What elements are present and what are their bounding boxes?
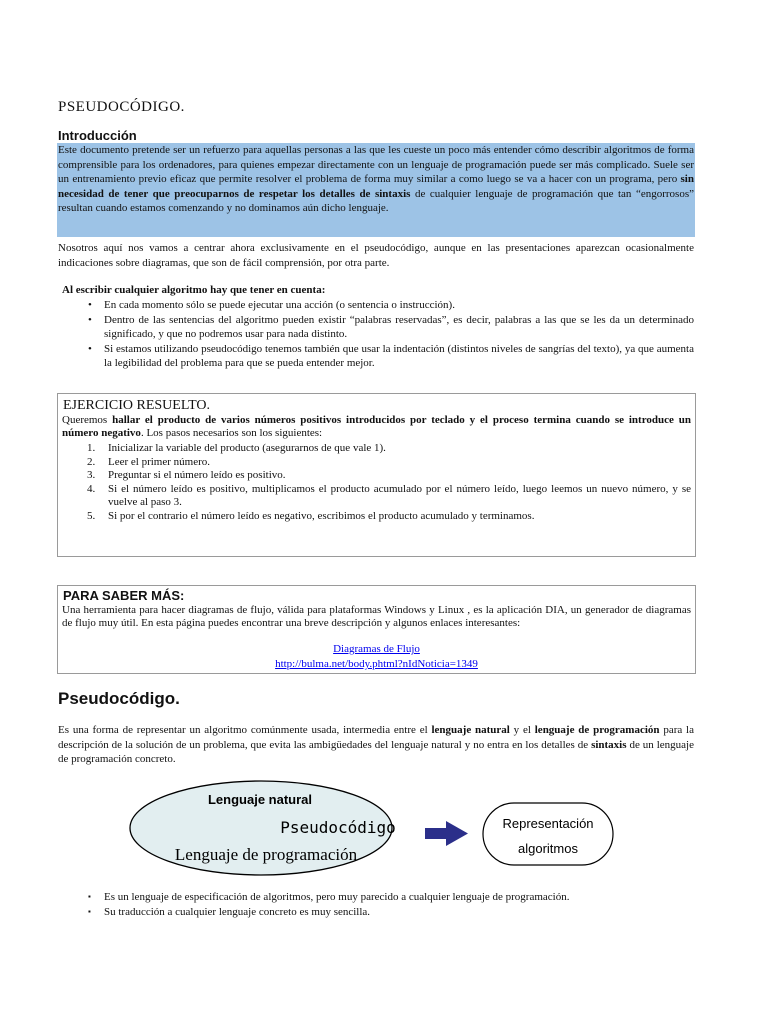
algorithms-label: algoritmos (518, 841, 578, 856)
arrow-right-icon (425, 821, 468, 846)
intro-text-end: de cualquier lenguaje de programación que tan “engorrosos” resultan cuando estamos comenzando y no dominamos aún dicho lenguaje. (58, 187, 694, 215)
list-item (58, 298, 694, 313)
exercise-title: EJERCICIO RESUELTO. (63, 398, 211, 413)
list-item (58, 890, 694, 905)
square-bullet-icon: ▪ (88, 892, 91, 901)
bullet-icon: • (88, 313, 92, 326)
language-diagram (120, 778, 630, 883)
exercise-text: Queremos (62, 414, 113, 426)
bullet-icon: • (88, 299, 92, 311)
list-item (62, 469, 691, 483)
arrow-head (446, 821, 468, 846)
list-item (62, 456, 691, 470)
list-item-text: Es un lenguaje de especificación de algoritmos, pero muy parecido a cualquier lenguaje de programación. (104, 891, 570, 903)
paragraph-text: para la descripción de la solución de un problema, que evita las ambigüedades del lenguaje natural y no entra en los detalles de (58, 724, 694, 751)
bulma-url-link[interactable]: http://bulma.net/body.phtml?nIdNoticia=1349 (275, 658, 478, 670)
intro-heading: Introducción (58, 128, 137, 143)
exercise-box (57, 393, 696, 557)
programming-language-label: Lenguaje de programación (174, 845, 358, 864)
diagramas-link[interactable]: Diagramas de Flujo (333, 643, 420, 655)
exercise-steps (62, 442, 691, 524)
step-number: 5. (87, 509, 96, 522)
bold-term: sintaxis (591, 738, 627, 751)
arrow-shaft (425, 828, 447, 839)
rules-list (58, 298, 694, 371)
step-number: 1. (87, 442, 96, 454)
step-text: Si el número leído es positivo, multiplicamos el producto acumulado por el número leído, luego leemos un nuevo número, y se vuelve al paso 3. (108, 482, 691, 509)
step-text: Inicializar la variable del producto (asegurarnos de que vale 1). (108, 442, 386, 454)
step-text: Si por el contrario el número leído es negativo, escribimos el producto acumulado y terminamos. (108, 509, 535, 522)
intro-highlighted-paragraph (57, 143, 695, 237)
list-item (58, 313, 694, 342)
list-item-text: Dentro de las sentencias del algoritmo pueden existir “palabras reservadas”, es decir, palabras a las que se les da un determinado significado, y que no podremos usar para nada distinto. (104, 313, 694, 341)
more-info-text: Una herramienta para hacer diagramas de flujo, válida para plataformas Windows y Linux , es la aplicación DIA, un generador de diagramas de flujo muy útil. En esta página puedes encontrar una breve descripción y algunos enlaces interesantes: (62, 604, 691, 629)
paragraph-text: y el (509, 724, 535, 736)
list-item (58, 342, 694, 371)
representation-label: Representación (502, 816, 594, 831)
rules-heading: Al escribir cualquier algoritmo hay que tener en cuenta: (62, 284, 326, 296)
intro-paragraph-2: Nosotros aquí nos vamos a centrar ahora exclusivamente en el pseudocódigo, aunque en las presentaciones aparezcan ocasionalmente indicaciones sobre diagramas, que son de fácil comprensión, por otra parte. (58, 242, 694, 269)
step-number: 4. (87, 482, 96, 495)
exercise-statement (62, 414, 691, 440)
list-item (58, 905, 694, 920)
bold-term: lenguaje natural (431, 724, 510, 736)
pseudocode-features-list (58, 890, 694, 919)
list-item-text: En cada momento sólo se puede ejecutar una acción (o sentencia o instrucción). (104, 299, 455, 311)
step-text: Preguntar si el número leído es positivo. (108, 469, 286, 482)
intro-text: Este documento pretende ser un refuerzo para aquellas personas a las que les cueste un poco más entender cómo describir algoritmos de forma comprensible para los ordenadores, para quienes empezar directamente con un lenguaje de programación puede ser más complicado. Suele ser un entrenamiento previo eficaz que permite resolver el problema de forma muy similar a como luego se va a hacer con un programa, pero (58, 144, 694, 186)
more-info-title: PARA SABER MÁS: (63, 588, 185, 603)
list-item (62, 510, 691, 524)
step-number: 2. (87, 455, 96, 468)
document-title: PSEUDOCÓDIGO. (58, 99, 185, 115)
step-text: Leer el primer número. (108, 455, 211, 468)
list-item-text: Si estamos utilizando pseudocódigo tenemos también que usar la indentación (distintos niveles de sangrías del texto), ya que aumenta la legibilidad del problema para que se pueda entender mejor. (104, 342, 694, 370)
paragraph-text: de un lenguaje de programación concreto. (58, 738, 694, 766)
list-item (62, 442, 691, 456)
intro-bold-text: sin necesidad de tener que preocuparnos de respetar los detalles de sintaxis (58, 173, 694, 200)
natural-language-label: Lenguaje natural (207, 792, 313, 807)
list-item (62, 483, 691, 510)
list-item-text: Su traducción a cualquier lenguaje concreto es muy sencilla. (104, 905, 371, 918)
bullet-icon: • (88, 342, 92, 355)
square-bullet-icon: ▪ (88, 906, 91, 916)
step-number: 3. (87, 469, 96, 482)
paragraph-text: Es una forma de representar un algoritmo comúnmente usada, intermedia entre el (58, 724, 432, 736)
pseudocode-label: Pseudocódigo (280, 818, 396, 837)
bold-term: lenguaje de programación (534, 724, 660, 736)
exercise-text-end: . Los pasos necesarios son los siguientes: (140, 427, 323, 439)
pseudocode-paragraph (58, 723, 694, 767)
pseudocode-heading: Pseudocódigo. (58, 689, 180, 708)
exercise-bold-text: hallar el producto de varios números positivos introducidos por teclado y el proceso termina cuando se introduce un número negativo (62, 414, 691, 439)
more-info-box (57, 585, 696, 674)
